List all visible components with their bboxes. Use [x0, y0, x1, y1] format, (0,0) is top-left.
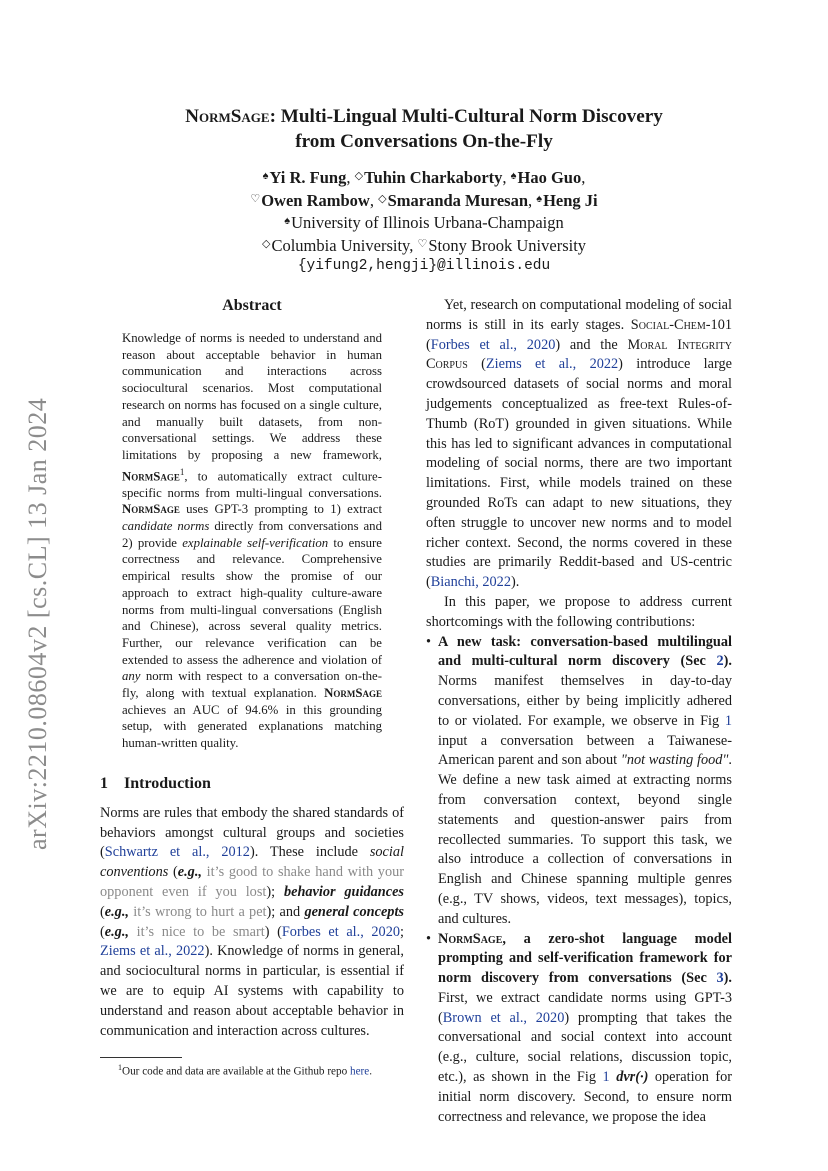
- bullet-icon: •: [426, 930, 432, 947]
- citation-link[interactable]: Schwartz et al., 2012: [104, 844, 250, 861]
- figure-link[interactable]: 1: [602, 1069, 610, 1086]
- author-name: Hao Guo: [517, 168, 582, 187]
- section-link[interactable]: 3: [716, 970, 724, 987]
- github-link[interactable]: here: [350, 1065, 370, 1078]
- author-name: Yi R. Fung: [269, 168, 347, 187]
- arxiv-stamp: arXiv:2210.08604v2 [cs.CL] 13 Jan 2024: [23, 397, 52, 850]
- author-name: Smaranda Muresan: [387, 190, 528, 210]
- title-line1: : Multi-Lingual Multi-Cultural Norm Discovery: [269, 106, 663, 127]
- spade-icon: ♠: [284, 215, 291, 227]
- citation-link[interactable]: Forbes et al., 2020: [281, 923, 400, 940]
- figure-link[interactable]: 1: [724, 712, 732, 729]
- author-name: Tuhin Charkaborty: [364, 168, 503, 187]
- citation-link[interactable]: Forbes et al., 2020: [430, 336, 556, 353]
- email: {yifung2,hengji}@illinois.edu: [297, 258, 551, 274]
- heart-icon: ♡: [250, 192, 261, 205]
- contribution-list: [426, 633, 732, 1128]
- title-line2: from Conversations On-the-Fly: [295, 131, 553, 152]
- author-name: Owen Rambow: [261, 190, 370, 210]
- title-system-name: NormSage: [185, 106, 270, 127]
- diamond-icon: ◇: [261, 237, 271, 250]
- affiliation-text: Columbia University,: [271, 235, 418, 255]
- abstract-text: Knowledge of norms is needed to understand and reason about acceptable behavior in human communication and interactions across sociocultural scenarios. Most computational research on norms has focused on a single culture, and manually built datasets, from non-conversational settings. We address these limitations by proposing a new framework, NormSage$^1$, to automatically extract culture-specific norms from multi-lingual conversations. NormSage uses GPT-3 prompting to 1) extract candidate norms directly from conversations and 2) provide explainable self-verification to ensure correctness and relevance. Comprehensive empirical results show the promise of our approach to extract high-quality culture-aware norms from multi-lingual conversations (English and Chinese), across several quality metrics. Further, our relevance verification can be extended to assess the adherence and violation of any norm with respect to a conversation on-the-fly, along with textual explanation. NormSage achieves an AUC of 94.6% in this grounding setup, with generated explanations matching human-written quality.: [122, 331, 382, 751]
- citation-link[interactable]: Ziems et al., 2022: [485, 356, 619, 373]
- footnote-divider: [100, 1057, 182, 1058]
- author-line-1: ♠Yi R. Fung, ◇Tuhin Charkaborty, ♠Hao Guo,: [262, 168, 586, 187]
- author-block: [100, 166, 748, 277]
- body-paragraph: In this paper, we propose to address current shortcomings with the following contributions:: [426, 593, 732, 630]
- spade-icon: ♠: [262, 170, 269, 182]
- spade-icon: ♠: [510, 170, 517, 182]
- citation-link[interactable]: Ziems et al., 2022: [100, 943, 205, 960]
- affiliation-text: Stony Brook University: [428, 235, 587, 255]
- contribution-item: • A new task: conversation-based multilingual and multi-cultural norm discovery (Sec 2). Norms manifest themselves in day-to-day conversations, either by being implicitly adhered to or violated. For example, we observe in Fig 1 input a conversation between a Taiwanese-American parent and son about "not wasting food". We define a new task aimed at extracting norms from conversation context, beyond single statements and question-answer pairs from recollected summaries. To support this task, we also introduce a collection of conversations in English and Chinese spanning multiple genres (e.g., TV shows, videos, text messages), topics, and cultures.: [426, 633, 732, 927]
- citation-link[interactable]: Brown et al., 2020: [442, 1009, 565, 1026]
- contribution-item: • NormSage, a zero-shot language model prompting and self-verification framework for norm discovery from conversations (Sec 3). First, we extract candidate norms using GPT-3 (Brown et al., 2020) prompting that takes the conversational and social context into account (e.g., culture, social relations, discussion topic, etc.), as shown in the Fig 1 dvr(·) operation for initial norm discovery. Second, to ensure norm correctness and relevance, we propose the idea: [426, 930, 733, 1125]
- bullet-icon: •: [426, 633, 432, 650]
- diamond-icon: ◇: [354, 170, 364, 182]
- right-column: [426, 296, 732, 1127]
- footnote: $^1$Our code and data are available at the Github repo here.: [118, 1063, 373, 1078]
- author-line-2: ♡Owen Rambow, ◇Smaranda Muresan, ♠Heng Ji: [250, 190, 598, 210]
- body-paragraph: Yet, research on computational modeling of social norms is still in its early stages. Social-Chem-101 (Forbes et al., 2020) and the Moral Integrity Corpus (Ziems et al., 2022) introduce large crowdsourced datasets of social norms and moral judgements conceptualized as free-text Rules-of-Thumb (RoT) grounded in given situations. While this has led to significant advances in computational modeling of social norms, there are two important limitations. First, while models trained on these grounded RoTs can adapt to new situations, they often struggle to uncover new norms and to model richer context. Second, the norms covered in these studies are primarily Reddit-based and US-centric (Bianchi, 2022).: [426, 297, 732, 591]
- intro-paragraph: Norms are rules that embody the shared standards of behaviors amongst cultural groups and societies (Schwartz et al., 2012). These include social conventions (e.g., it’s good to shake hand with your opponent even if you lost); behavior guidances (e.g., it’s wrong to hurt a pet); and general concepts (e.g., it’s nice to be smart) (Forbes et al., 2020; Ziems et al., 2022). Knowledge of norms in general, and sociocultural norms in particular, is essential if we are to equip AI systems with capability to understand and reason about acceptable behavior in communication and interaction across cultures.: [100, 804, 404, 1039]
- spade-icon: ♠: [536, 192, 543, 205]
- affiliation-2: [100, 234, 748, 257]
- affiliation-1: [100, 211, 748, 234]
- diamond-icon: ◇: [378, 192, 387, 205]
- left-column: [100, 296, 404, 1041]
- citation-link[interactable]: Bianchi, 2022: [430, 574, 511, 591]
- section-heading-introduction: 1 Introduction: [100, 774, 211, 792]
- abstract-heading: Abstract: [222, 297, 282, 314]
- affiliation-text: University of Illinois Urbana-Champaign: [291, 213, 564, 232]
- section-link[interactable]: 2: [716, 653, 724, 670]
- heart-icon: ♡: [417, 237, 428, 250]
- paper-title: [100, 104, 748, 154]
- author-name: Heng Ji: [543, 190, 598, 210]
